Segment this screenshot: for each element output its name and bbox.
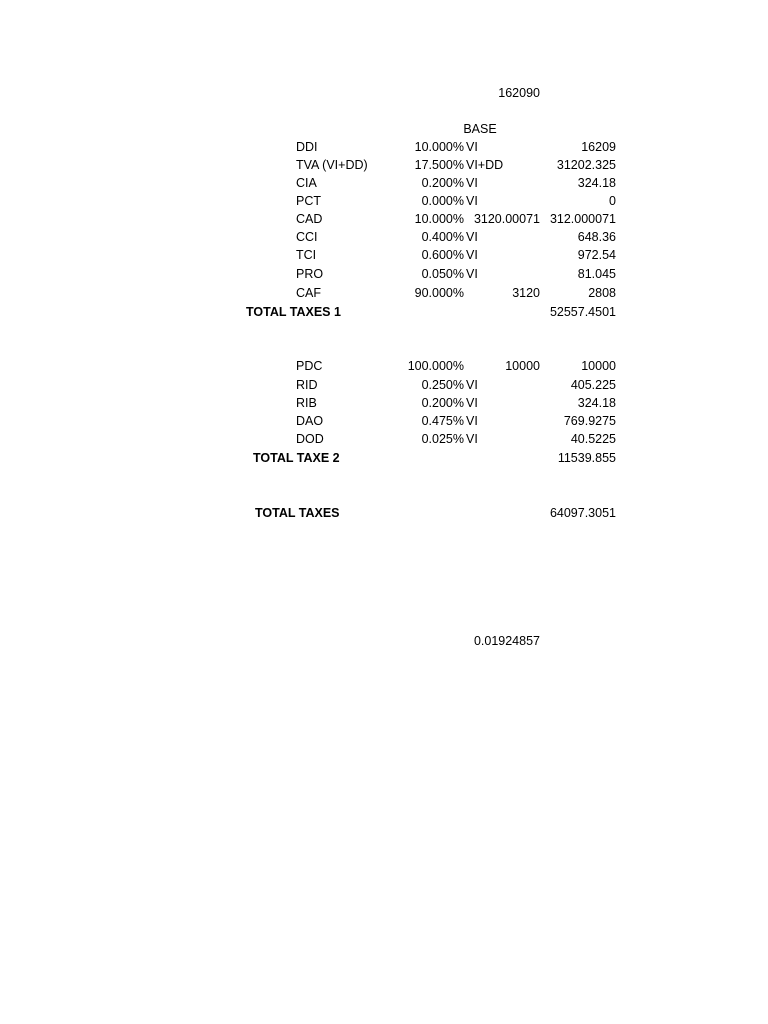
tax-value: 10000 <box>581 359 616 373</box>
tax-rate: 0.200% <box>421 396 464 410</box>
tax-base: VI+DD <box>466 158 504 172</box>
tax-base: VI <box>466 432 478 446</box>
tax-code: TCI <box>296 248 317 262</box>
tax-base: VI <box>466 140 478 154</box>
tax-rate: 0.050% <box>421 267 464 281</box>
tax-value: 40.5225 <box>570 432 616 446</box>
tax-rate: 0.475% <box>421 414 464 428</box>
tax-value: 2808 <box>588 286 616 300</box>
tax-rate: 17.500% <box>414 158 464 172</box>
tax-code: RIB <box>296 396 317 410</box>
tax-code: DDI <box>296 140 318 154</box>
tax-base: VI <box>466 378 478 392</box>
tax-base: VI <box>466 414 478 428</box>
tax-rate: 0.400% <box>421 230 464 244</box>
tax-code: CIA <box>296 176 317 190</box>
total-value: 64097.3051 <box>549 506 616 520</box>
tax-value: 81.045 <box>577 267 616 281</box>
total-label: TOTAL TAXE 2 <box>253 451 340 465</box>
tax-value: 324.18 <box>577 396 616 410</box>
tax-value: 405.225 <box>570 378 616 392</box>
total-value: 52557.4501 <box>549 305 616 319</box>
tax-code: DAO <box>296 414 324 428</box>
tax-base: VI <box>466 176 478 190</box>
tax-value: 16209 <box>581 140 616 154</box>
tax-rate: 10.000% <box>414 212 464 226</box>
total-label: TOTAL TAXES <box>255 506 340 520</box>
tax-rate: 0.250% <box>421 378 464 392</box>
tax-base: 3120 <box>512 286 540 300</box>
tax-code: PRO <box>296 267 324 281</box>
tax-rate: 90.000% <box>414 286 464 300</box>
tax-base: VI <box>466 267 478 281</box>
tax-rate: 10.000% <box>414 140 464 154</box>
tax-rate: 0.025% <box>421 432 464 446</box>
total-value: 11539.855 <box>557 451 616 465</box>
tax-rate: 0.600% <box>421 248 464 262</box>
tax-base: VI <box>466 230 478 244</box>
tax-base: VI <box>466 396 478 410</box>
tax-base: 3120.00071 <box>473 212 540 226</box>
tax-code: RID <box>296 378 318 392</box>
base-column-header: BASE <box>463 122 497 136</box>
tax-code: PCT <box>296 194 321 208</box>
tax-base: VI <box>466 248 478 262</box>
tax-code: DOD <box>296 432 324 446</box>
tax-rate: 0.200% <box>421 176 464 190</box>
tax-value: 324.18 <box>577 176 616 190</box>
tax-code: TVA (VI+DD) <box>296 158 368 172</box>
tax-rate: 0.000% <box>421 194 464 208</box>
tax-base: 10000 <box>505 359 540 373</box>
tax-value: 31202.325 <box>556 158 616 172</box>
tax-code: PDC <box>296 359 323 373</box>
tax-rate: 100.000% <box>407 359 464 373</box>
tax-value: 312.000071 <box>549 212 616 226</box>
tax-base: VI <box>466 194 478 208</box>
tax-value: 972.54 <box>577 248 616 262</box>
tax-code: CCI <box>296 230 318 244</box>
total-label: TOTAL TAXES 1 <box>246 305 341 319</box>
header-value: 162090 <box>498 86 540 100</box>
ratio-value: 0.01924857 <box>473 634 540 648</box>
tax-code: CAD <box>296 212 323 226</box>
tax-value: 769.9275 <box>563 414 616 428</box>
tax-value: 648.36 <box>577 230 616 244</box>
tax-code: CAF <box>296 286 321 300</box>
tax-value: 0 <box>609 194 616 208</box>
